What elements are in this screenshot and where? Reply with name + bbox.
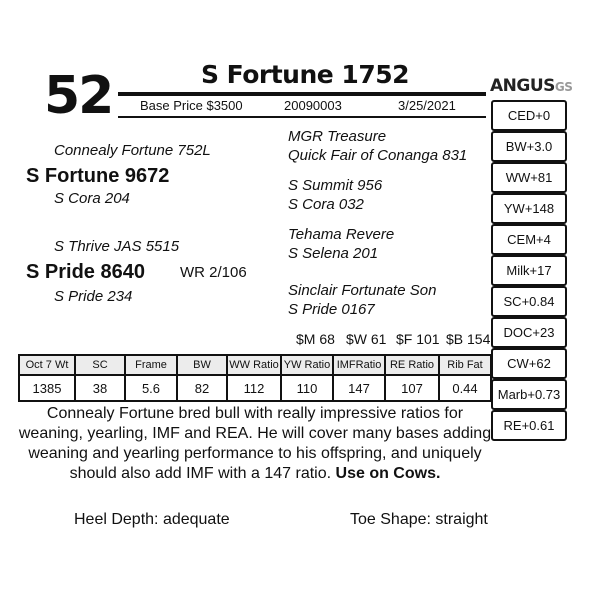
perf-value-imf-ratio: 147 [333,375,385,401]
perf-header-yw-ratio: YW Ratio [281,355,333,375]
sd-dam: S Cora 032 [288,196,364,213]
dam: S Pride 8640 [26,261,145,283]
performance-header-row [19,355,491,375]
dollar-w: $W 61 [346,331,387,347]
ds-sire: Tehama Revere [288,226,395,243]
perf-header-oct-wt: Oct 7 Wt [19,355,75,375]
perf-value-frame: 5.6 [125,375,177,401]
perf-header-sc: SC [75,355,125,375]
perf-header-bw: BW [177,355,227,375]
lot-number: 52 [44,66,113,126]
toe-shape: Toe Shape: straight [350,511,488,528]
epd-milk: Milk+17 [491,255,567,286]
perf-value-re-ratio: 107 [385,375,439,401]
perf-header-ww-ratio: WW Ratio [227,355,281,375]
performance-table [18,354,492,402]
perf-value-ww-ratio: 112 [227,375,281,401]
header-underline [118,116,486,118]
perf-value-sc: 38 [75,375,125,401]
registration-number: 20090003 [284,98,342,113]
perf-value-yw-ratio: 110 [281,375,333,401]
dam-dam: S Pride 234 [54,288,133,305]
bull-name: S Fortune 1752 [200,60,410,89]
base-price: Base Price $3500 [140,98,243,113]
description-text: Connealy Fortune bred bull with really impressive ratios for weaning, yearling, IMF and REA. He will cover many bases adding weaning and yearling performance to his offspring, and uniquely should also add IMF with a 147 ratio. [18,405,492,482]
birth-date: 3/25/2021 [398,98,456,113]
performance-value-row [19,375,491,401]
angus-logo: ANGUSGS [490,76,573,96]
sire-sire: Connealy Fortune 752L [54,142,211,159]
ss-sire: MGR Treasure [288,128,387,145]
epd-cem: CEM+4 [491,224,567,255]
ds-dam: S Selena 201 [288,245,379,262]
sd-sire: S Summit 956 [288,177,383,194]
epd-re: RE+0.61 [491,410,567,441]
epd-sc: SC+0.84 [491,286,567,317]
sire-dam: S Cora 204 [54,190,130,207]
dam-sire: S Thrive JAS 5515 [54,238,180,255]
dam-ratio: WR 2/106 [180,264,247,281]
perf-header-rib-fat: Rib Fat [439,355,491,375]
dollar-m: $M 68 [296,331,335,347]
dollar-f: $F 101 [396,331,440,347]
perf-value-bw: 82 [177,375,227,401]
perf-header-re-ratio: RE Ratio [385,355,439,375]
perf-header-imf-ratio: IMFRatio [333,355,385,375]
perf-value-oct-wt: 1385 [19,375,75,401]
dollar-b: $B 154 [446,331,491,347]
header-rule [118,92,486,96]
epd-bw: BW+3.0 [491,131,567,162]
perf-header-frame: Frame [125,355,177,375]
perf-value-rib-fat: 0.44 [439,375,491,401]
dd-sire: Sinclair Fortunate Son [288,282,437,299]
description [18,404,492,484]
dd-dam: S Pride 0167 [288,301,375,318]
epd-yw: YW+148 [491,193,567,224]
epd-cw: CW+62 [491,348,567,379]
heel-depth: Heel Depth: adequate [74,511,230,528]
sire: S Fortune 9672 [26,165,170,187]
epd-ced: CED+0 [491,100,567,131]
epd-doc: DOC+23 [491,317,567,348]
epd-ww: WW+81 [491,162,567,193]
epd-marb: Marb+0.73 [491,379,567,410]
ss-dam: Quick Fair of Conanga 831 [288,147,468,164]
description-emphasis: Use on Cows. [335,465,441,482]
